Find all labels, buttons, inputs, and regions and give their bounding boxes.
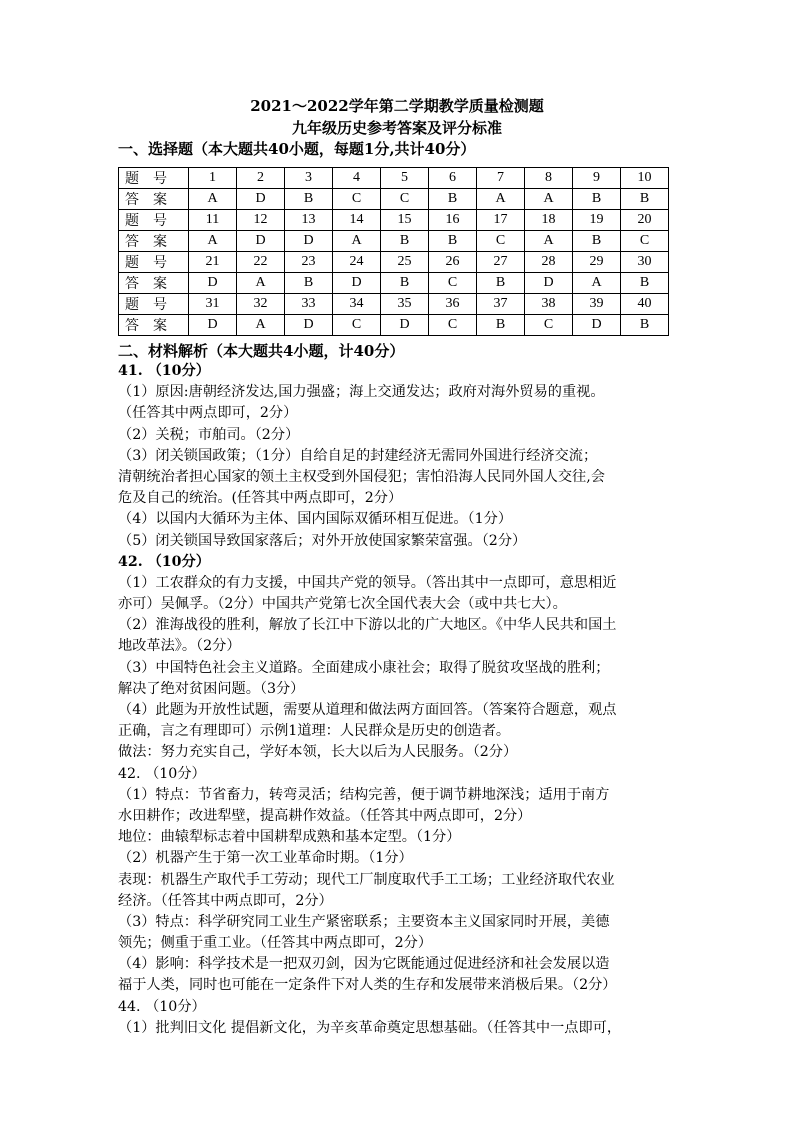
question-number-cell: 8	[525, 168, 573, 189]
question-number-cell: 36	[429, 294, 477, 315]
answer-cell: C	[621, 231, 669, 252]
question-heading: 41. （10分）	[118, 363, 210, 379]
question-number-row-label: 题号	[119, 210, 189, 231]
answer-cell: D	[285, 231, 333, 252]
answer-text-line: 危及自己的统治。(任答其中两点即可，2分）	[118, 490, 403, 507]
question-number-cell: 5	[381, 168, 429, 189]
question-number-cell: 1	[189, 168, 237, 189]
answer-row	[119, 315, 669, 336]
answer-cell: B	[285, 189, 333, 210]
answer-cell: A	[237, 315, 285, 336]
answer-cell: D	[189, 315, 237, 336]
question-number-cell: 9	[573, 168, 621, 189]
answer-cell: D	[525, 273, 573, 294]
question-number-cell: 32	[237, 294, 285, 315]
question-number-cell: 39	[573, 294, 621, 315]
answer-row-label: 答案	[119, 231, 189, 252]
document-title: 2021～2022学年第二学期教学质量检测题	[250, 97, 544, 115]
answer-text-line: （1）工农群众的有力支援，中国共产党的领导。（答出其中一点即可，意思相近	[118, 574, 617, 591]
document-subtitle: 九年级历史参考答案及评分标准	[291, 119, 502, 137]
answer-text-line: 清朝统治者担心国家的领土主权受到外国侵犯；害怕沿海人民同外国人交往,会	[118, 468, 605, 485]
answer-text-line: （2）关税；市舶司。（2分）	[118, 426, 300, 443]
answer-cell: C	[429, 273, 477, 294]
question-number-cell: 27	[477, 252, 525, 273]
question-number-row-label: 题号	[119, 294, 189, 315]
question-number-row-label: 题号	[119, 252, 189, 273]
answer-text-line: 42. （10分）	[118, 765, 206, 782]
question-number-cell: 29	[573, 252, 621, 273]
question-number-cell: 40	[621, 294, 669, 315]
section2-body	[118, 361, 688, 1039]
question-number-cell: 22	[237, 252, 285, 273]
answer-text-line: （任答其中两点即可，2分）	[118, 405, 298, 422]
answer-text-line: 正确，言之有理即可）示例1道理：人民群众是历史的创造者。	[118, 723, 511, 740]
question-number-cell: 20	[621, 210, 669, 231]
answer-text-line: （1）特点：节省畜力，转弯灵活；结构完善，便于调节耕地深浅；适用于南方	[118, 786, 610, 803]
answer-cell: B	[573, 189, 621, 210]
answer-row	[119, 189, 669, 210]
answer-row-label: 答案	[119, 273, 189, 294]
answer-cell: A	[189, 231, 237, 252]
answer-row	[119, 231, 669, 252]
question-number-cell: 11	[189, 210, 237, 231]
question-number-cell: 37	[477, 294, 525, 315]
question-number-cell: 24	[333, 252, 381, 273]
question-number-cell: 16	[429, 210, 477, 231]
answer-text-line: （4）以国内大循环为主体、国内国际双循环相互促进。（1分）	[118, 511, 513, 528]
answer-cell: C	[477, 231, 525, 252]
answer-text-line: 地改革法》。（2分）	[118, 638, 241, 655]
answer-cell: D	[333, 273, 381, 294]
question-number-cell: 4	[333, 168, 381, 189]
answer-cell: D	[189, 273, 237, 294]
answer-text-line: 解决了绝对贫困问题。（3分）	[118, 680, 305, 697]
answer-cell: D	[381, 315, 429, 336]
answer-cell: A	[477, 189, 525, 210]
answer-cell: A	[525, 231, 573, 252]
answer-cell: B	[429, 189, 477, 210]
answer-cell: A	[237, 273, 285, 294]
answer-cell: B	[621, 315, 669, 336]
answer-text-line: （1）原因:唐朝经济发达,国力强盛；海上交通发达；政府对海外贸易的重视。	[118, 384, 605, 401]
answer-cell: A	[333, 231, 381, 252]
answer-cell: D	[237, 231, 285, 252]
answer-cell: A	[525, 189, 573, 210]
question-number-row	[119, 252, 669, 273]
question-number-row	[119, 210, 669, 231]
question-number-cell: 3	[285, 168, 333, 189]
answer-cell: B	[285, 273, 333, 294]
answer-cell: C	[381, 189, 429, 210]
question-number-cell: 2	[237, 168, 285, 189]
question-number-cell: 7	[477, 168, 525, 189]
answer-cell: D	[573, 315, 621, 336]
question-number-cell: 30	[621, 252, 669, 273]
answer-text-line: 领先；侧重于重工业。（任答其中两点即可，2分）	[118, 935, 433, 952]
question-number-cell: 28	[525, 252, 573, 273]
answer-text-line: 做法：努力充实自己，学好本领，长大以后为人民服务。（2分）	[118, 744, 518, 761]
question-number-cell: 35	[381, 294, 429, 315]
question-number-cell: 34	[333, 294, 381, 315]
answer-text-line: （5）闭关锁国导致国家落后；对外开放使国家繁荣富强。（2分）	[118, 532, 527, 549]
answer-cell: A	[573, 273, 621, 294]
answer-cell: B	[573, 231, 621, 252]
question-number-cell: 13	[285, 210, 333, 231]
answer-row	[119, 273, 669, 294]
answer-text-line: 地位：曲辕犁标志着中国耕犁成熟和基本定型。（1分）	[118, 829, 461, 846]
answer-text-line: 表现：机器生产取代手工劳动；现代工厂制度取代手工工场；工业经济取代农业	[118, 871, 615, 888]
answer-cell: C	[333, 315, 381, 336]
answer-cell: D	[285, 315, 333, 336]
question-number-row	[119, 294, 669, 315]
question-number-cell: 14	[333, 210, 381, 231]
answer-cell: C	[333, 189, 381, 210]
question-number-cell: 18	[525, 210, 573, 231]
question-number-cell: 33	[285, 294, 333, 315]
answer-cell: B	[381, 231, 429, 252]
answer-cell: D	[237, 189, 285, 210]
answer-cell: B	[621, 273, 669, 294]
question-number-cell: 10	[621, 168, 669, 189]
answer-text-line: （4）此题为开放性试题，需要从道理和做法两方面回答。（答案符合题意，观点	[118, 702, 617, 718]
question-number-cell: 6	[429, 168, 477, 189]
answer-text-line: （3）特点：科学研究同工业生产紧密联系；主要资本主义国家同时开展，美德	[118, 913, 610, 930]
answer-text-line: 水田耕作；改进犁壁，提高耕作效益。（任答其中两点即可，2分）	[118, 807, 532, 824]
question-number-cell: 23	[285, 252, 333, 273]
answer-cell: B	[477, 315, 525, 336]
question-number-cell: 15	[381, 210, 429, 231]
answer-cell: C	[525, 315, 573, 336]
question-number-cell: 25	[381, 252, 429, 273]
answer-cell: A	[189, 189, 237, 210]
answer-text-line: （4）影响：科学技术是一把双刃剑，因为它既能通过促进经济和社会发展以造	[118, 956, 610, 973]
answer-cell: C	[429, 315, 477, 336]
answer-text-line: 亦可）吴佩孚。（2分）中国共产党第七次全国代表大会（或中共七大）。	[118, 596, 567, 613]
section1-heading: 一、选择题（本大题共40小题，每题1分,共计40分）	[118, 140, 476, 158]
answer-row-label: 答案	[119, 189, 189, 210]
question-number-cell: 26	[429, 252, 477, 273]
question-number-cell: 19	[573, 210, 621, 231]
question-heading: 42. （10分）	[118, 553, 210, 570]
answer-text-line: 福于人类，同时也可能在一定条件下对人类的生存和发展带来消极后果。（2分）	[118, 977, 617, 994]
answer-text-line: （2）淮海战役的胜利，解放了长江中下游以北的广大地区。《中华人民共和国土	[118, 617, 617, 634]
question-number-cell: 12	[237, 210, 285, 231]
answer-row-label: 答案	[119, 315, 189, 336]
answer-text-line: （3）中国特色社会主义道路。全面建成小康社会；取得了脱贫攻坚战的胜利；	[118, 659, 610, 676]
question-number-cell: 21	[189, 252, 237, 273]
answer-text-line: 经济。（任答其中两点即可，2分）	[118, 892, 333, 909]
answer-cell: B	[621, 189, 669, 210]
question-number-row-label: 题号	[119, 168, 189, 189]
answer-table	[118, 167, 669, 336]
answer-text-line: （1）批判旧文化 提倡新文化，为辛亥革命奠定思想基础。（任答其中一点即可，	[118, 1019, 622, 1036]
question-number-cell: 17	[477, 210, 525, 231]
question-number-cell: 38	[525, 294, 573, 315]
section2-heading: 二、材料解析（本大题共4小题，计40分）	[118, 342, 405, 360]
answer-cell: B	[477, 273, 525, 294]
answer-cell: B	[381, 273, 429, 294]
answer-text-line: （3）闭关锁国政策；（1分）自给自足的封建经济无需同外国进行经济交流；	[118, 447, 598, 464]
question-number-row	[119, 168, 669, 189]
answer-text-line: 44. （10分）	[118, 998, 206, 1015]
answer-cell: B	[429, 231, 477, 252]
question-number-cell: 31	[189, 294, 237, 315]
answer-text-line: （2）机器产生于第一次工业革命时期。（1分）	[118, 850, 413, 867]
